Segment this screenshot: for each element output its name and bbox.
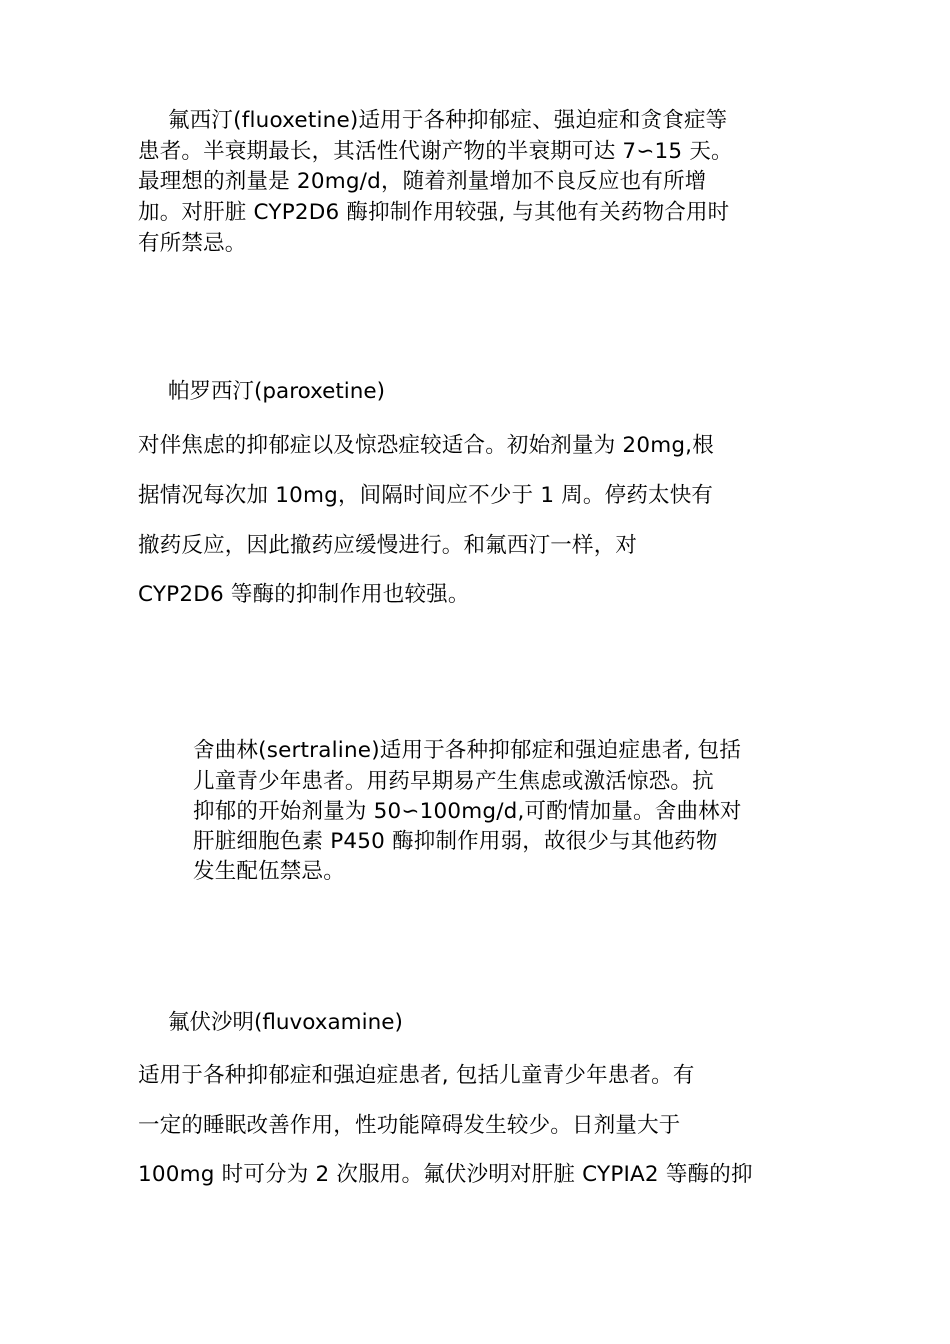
paragraph-line: 肝脏细胞色素 P450 酶抑制作用弱，故很少与其他药物 (193, 829, 718, 854)
section-heading: 帕罗西汀(paroxetine) (168, 379, 386, 404)
paragraph-line: 一定的睡眠改善作用，性功能障碍发生较少。日剂量大于 (138, 1113, 681, 1138)
paragraph-line: 儿童青少年患者。用药早期易产生焦虑或激活惊恐。抗 (193, 769, 714, 794)
paragraph-line: 舍曲林(sertraline)适用于各种抑郁症和强迫症患者, 包括 (193, 738, 742, 763)
paragraph-line: 据情况每次加 10mg，间隔时间应不少于 1 周。停药太快有 (138, 483, 714, 508)
paragraph-line: 适用于各种抑郁症和强迫症患者, 包括儿童青少年患者。有 (138, 1063, 695, 1088)
paragraph-line: 氟西汀(fluoxetine)适用于各种抑郁症、强迫症和贪食症等 (168, 108, 728, 133)
paragraph-line: 患者。半衰期最长，其活性代谢产物的半衰期可达 7∽15 天。 (138, 139, 733, 164)
paragraph-line: 100mg 时可分为 2 次服用。氟伏沙明对肝脏 CYPIA2 等酶的抑 (138, 1162, 753, 1187)
paragraph-line: 撤药反应，因此撤药应缓慢进行。和氟西汀一样，对 (138, 533, 638, 558)
paragraph-line: 抑郁的开始剂量为 50∽100mg/d,可酌情加量。舍曲林对 (193, 799, 742, 824)
paragraph-line: 加。对肝脏 CYP2D6 酶抑制作用较强, 与其他有关药物合用时 (138, 200, 730, 225)
paragraph-line: 发生配伍禁忌。 (193, 859, 345, 884)
section-heading: 氟伏沙明(fluvoxamine) (168, 1010, 403, 1035)
paragraph-line: CYP2D6 等酶的抑制作用也较强。 (138, 582, 470, 607)
paragraph-line: 最理想的剂量是 20mg/d，随着剂量增加不良反应也有所增 (138, 169, 707, 194)
paragraph-line: 有所禁忌。 (138, 231, 247, 256)
paragraph-line: 对伴焦虑的抑郁症以及惊恐症较适合。初始剂量为 20mg,根 (138, 433, 714, 458)
